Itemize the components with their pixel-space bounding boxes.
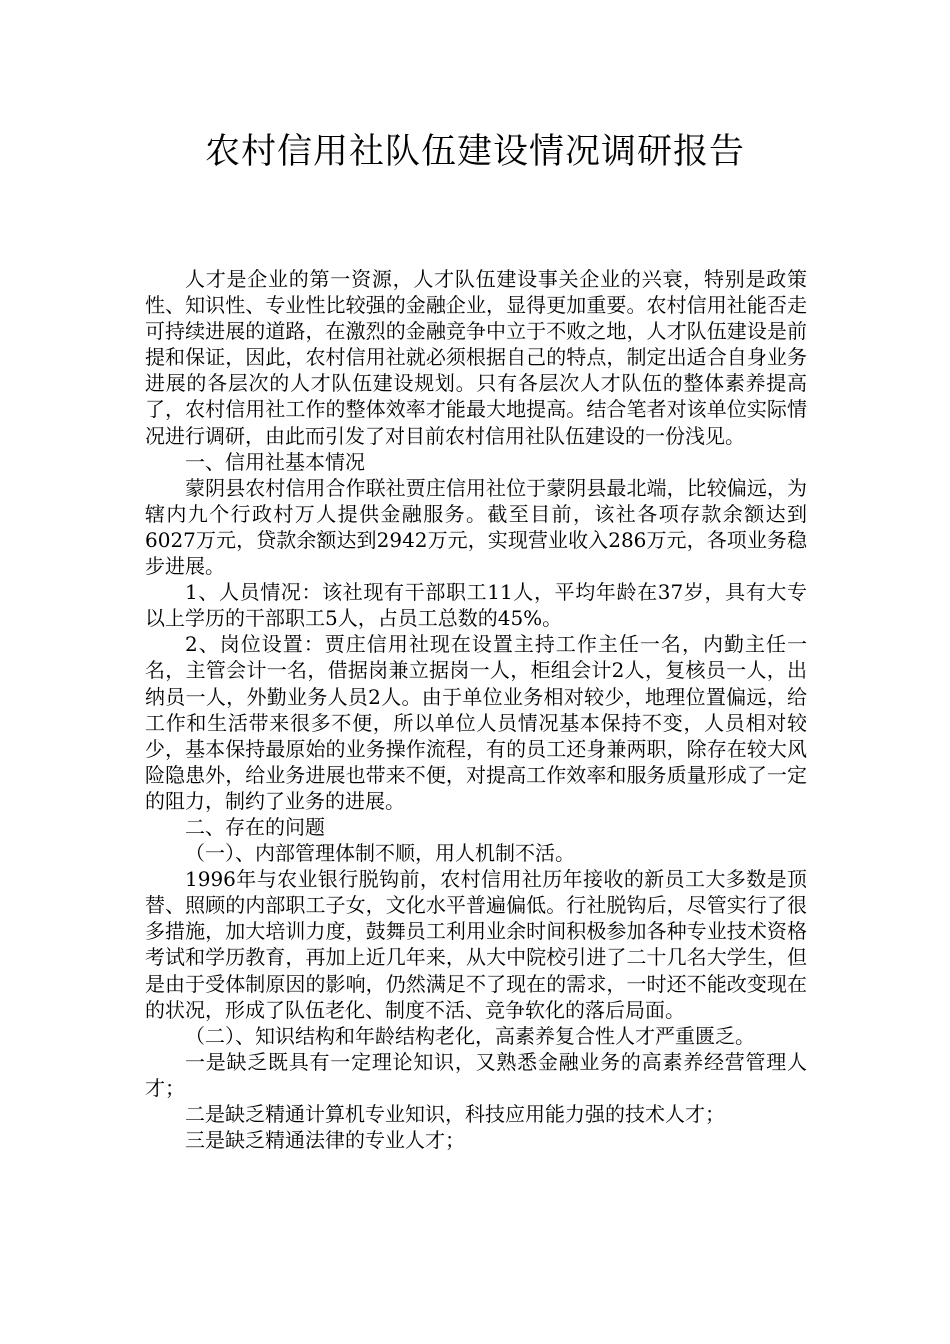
paragraph-lack-1: 一是缺乏既具有一定理论知识，又熟悉金融业务的高素养经营管理人才； bbox=[145, 1049, 807, 1100]
paragraph-basic-info: 蒙阴县农村信用合作联社贾庄信用社位于蒙阴县最北端，比较偏远，为辖内九个行政村万人提供金融服务。截至目前，该社各项存款余额达到6027万元，贷款余额达到2942万元，实现营业收入286万元，各项业务稳步进展。 bbox=[145, 475, 807, 579]
paragraph-lack-2: 二是缺乏精通计算机专业知识，科技应用能力强的技术人才； bbox=[185, 1102, 725, 1126]
paragraph-positions: 2、岗位设置：贾庄信用社现在设置主持工作主任一名，内勤主任一名，主管会计一名，借据岗兼立据岗一人，柜组会计2人，复核员一人，出纳员一人，外勤业务人员2人。由于单位业务相对较少，地理位置偏远，给工作和生活带来很多不便，所以单位人员情况基本保持不变，人员相对较少，基本保持最原始的业务操作流程，有的员工还身兼两职，除存在较大风险隐患外，给业务进展也带来不便，对提高工作效率和服务质量形成了一定的阻力，制约了业务的进展。 bbox=[145, 632, 807, 813]
document-body bbox=[145, 266, 807, 1153]
paragraph-history: 1996年与农业银行脱钩前，农村信用社历年接收的新员工大多数是顶替、照顾的内部职工子女，文化水平普遍偏低。行社脱钩后，尽管实行了很多措施，加大培训力度，鼓舞员工利用业余时间积极参加各种专业技术资格考试和学历教育，再加上近几年来，从大中院校引进了二十几名大学生，但是由于受体制原因的影响，仍然满足不了现在的需求，一时还不能改变现在的状况，形成了队伍老化、制度不活、竞争软化的落后局面。 bbox=[145, 867, 807, 1022]
paragraph-staff: 1、人员情况：该社现有干部职工11人，平均年龄在37岁，具有大专以上学历的干部职工5人，占员工总数的45%。 bbox=[145, 580, 807, 631]
section-heading-2: 二、存在的问题 bbox=[185, 814, 325, 839]
paragraph-lack-3: 三是缺乏精通法律的专业人才； bbox=[185, 1128, 465, 1153]
section-heading-1: 一、信用社基本情况 bbox=[185, 449, 365, 474]
subsection-heading-1: （一）、内部管理体制不顺，用人机制不活。 bbox=[185, 841, 575, 866]
subsection-heading-2: （二）、知识结构和年龄结构老化，高素养复合性人才严重匮乏。 bbox=[185, 1023, 755, 1048]
document-title: 农村信用社队伍建设情况调研报告 bbox=[204, 132, 745, 172]
paragraph-intro: 人才是企业的第一资源，人才队伍建设事关企业的兴衰，特别是政策性、知识性、专业性比较强的金融企业，显得更加重要。农村信用社能否走可持续进展的道路，在激烈的金融竞争中立于不败之地，人才队伍建设是前提和保证，因此，农村信用社就必须根据自己的特点，制定出适合自身业务进展的各层次的人才队伍建设规划。只有各层次人才队伍的整体素养提高了，农村信用社工作的整体效率才能最大地提高。结合笔者对该单位实际情况进行调研，由此而引发了对目前农村信用社队伍建设的一份浅见。 bbox=[145, 267, 807, 448]
